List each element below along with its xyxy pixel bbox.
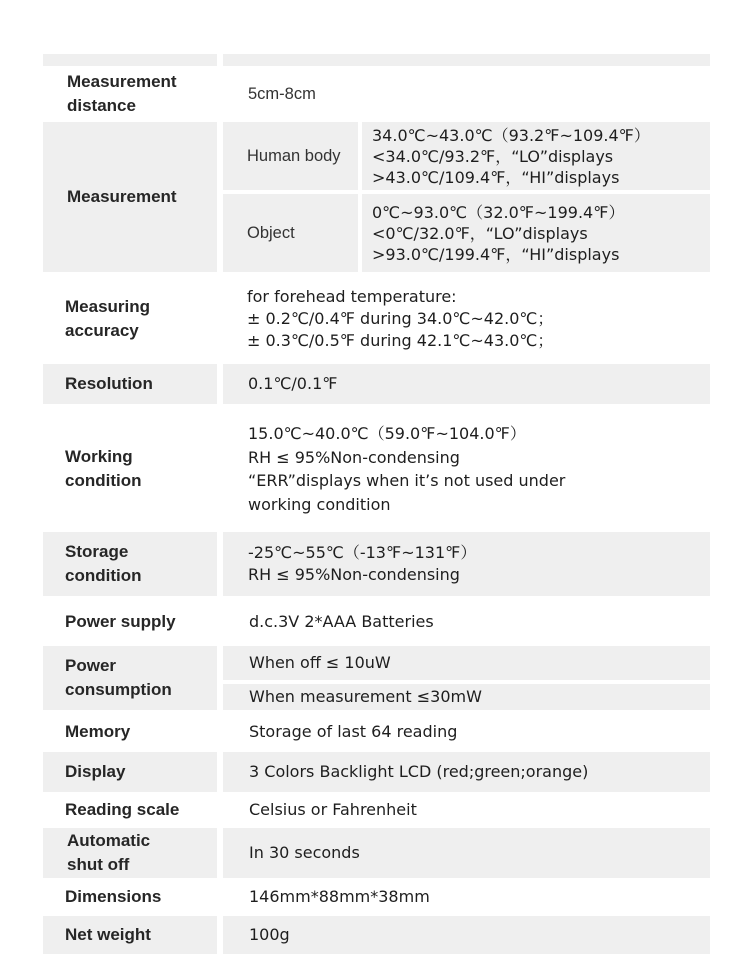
row-label-measurement: Measurement xyxy=(43,122,217,272)
row-value-memory: Storage of last 64 reading xyxy=(223,712,710,752)
row-label-reading-scale: Reading scale xyxy=(43,792,217,828)
row-label-power-supply: Power supply xyxy=(43,600,217,644)
row-value-shutoff: In 30 seconds xyxy=(223,828,710,878)
row-label-working: Working condition xyxy=(43,408,217,530)
row-label-display: Display xyxy=(43,752,217,792)
row-value-storage: -25℃~55℃（-13℉~131℉） RH ≤ 95%Non-condensing xyxy=(223,532,710,596)
row-value-reading-scale: Celsius or Fahrenheit xyxy=(223,792,710,828)
sub-label-human-body: Human body xyxy=(223,122,358,190)
row-value-weight: 100g xyxy=(223,916,710,954)
row-value-power-off: When off ≤ 10uW xyxy=(223,646,710,680)
row-value-resolution: 0.1℃/0.1℉ xyxy=(223,364,710,404)
row-label-storage: Storage condition xyxy=(43,532,217,596)
row-label-shutoff: Automatic shut off xyxy=(43,828,217,878)
sub-value-human-body: 34.0℃~43.0℃（93.2℉~109.4℉） <34.0℃/93.2℉，“LO”displays >43.0℃/109.4℉，“HI”displays xyxy=(362,122,710,190)
sub-value-object: 0℃~93.0℃（32.0℉~199.4℉） <0℃/32.0℉，“LO”displays >93.0℃/199.4℉，“HI”displays xyxy=(362,194,710,272)
sub-label-object: Object xyxy=(223,194,358,272)
row-label-memory: Memory xyxy=(43,712,217,752)
row-value-dimensions: 146mm*88mm*38mm xyxy=(223,878,710,916)
row-value-distance: 5cm-8cm xyxy=(223,68,710,120)
row-value-power-measure: When measurement ≤30mW xyxy=(223,684,710,710)
row-label-resolution: Resolution xyxy=(43,364,217,404)
row-value-working: 15.0℃~40.0℃（59.0℉~104.0℉） RH ≤ 95%Non-condensing “ERR”displays when it’s not used under working condition xyxy=(223,408,710,530)
row-value-accuracy: for forehead temperature: ± 0.2℃/0.4℉ during 34.0℃~42.0℃； ± 0.3℃/0.5℉ during 42.1℃~43.0℃； xyxy=(223,276,710,362)
row-label-dimensions: Dimensions xyxy=(43,878,217,916)
row-label-accuracy: Measuring accuracy xyxy=(43,276,217,362)
row-label-power-consumption: Power consumption xyxy=(43,646,217,710)
header-strip-right xyxy=(223,54,710,66)
header-strip-left xyxy=(43,54,217,66)
row-value-display: 3 Colors Backlight LCD (red;green;orange) xyxy=(223,752,710,792)
row-label-distance: Measurement distance xyxy=(43,68,217,120)
row-label-weight: Net weight xyxy=(43,916,217,954)
row-value-power-supply: d.c.3V 2*AAA Batteries xyxy=(223,600,710,644)
